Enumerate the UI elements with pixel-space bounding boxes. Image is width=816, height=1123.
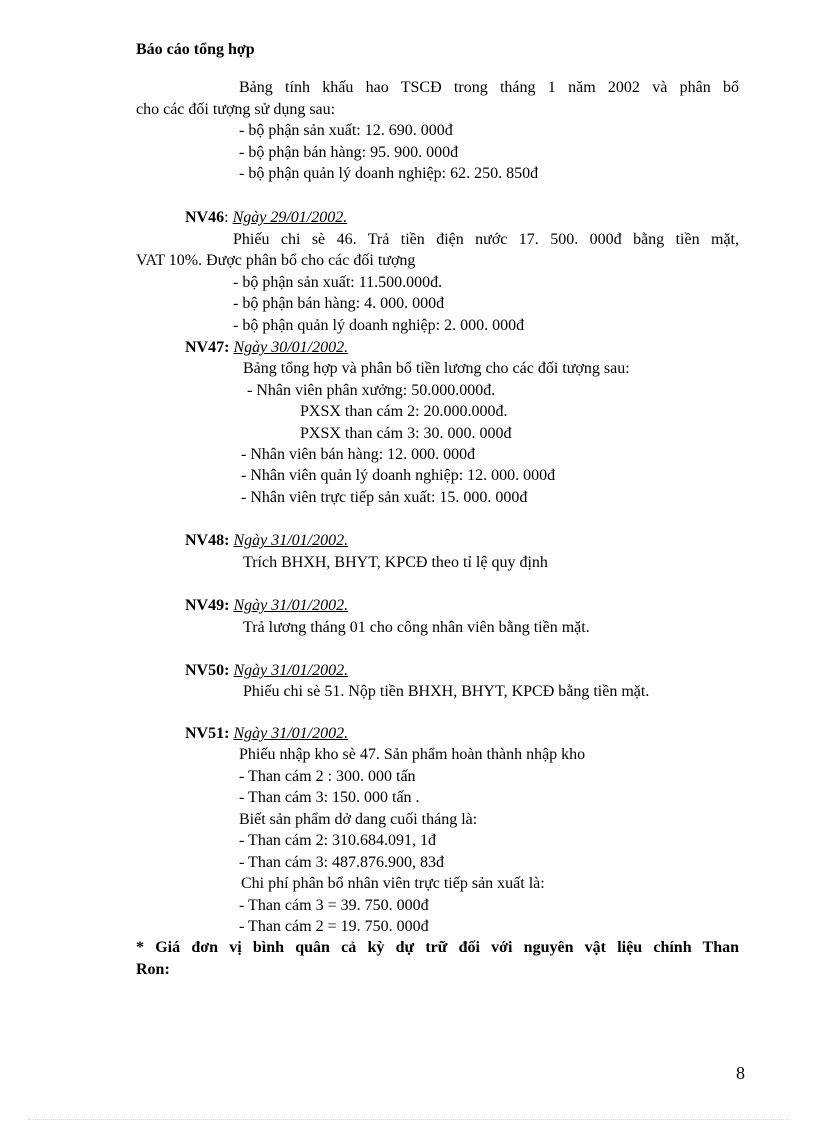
- nv49-heading: [185, 596, 348, 616]
- nv47-workshop: - Nhân viên phân xưởng: 50.000.000đ.: [247, 382, 496, 399]
- nv51-qty-cam-3: - Than cám 3: 150. 000 tấn .: [239, 789, 420, 806]
- nv46-code: NV46: [185, 209, 225, 226]
- nv47-direct-production: - Nhân viên trực tiếp sản xuất: 15. 000. 000đ: [241, 489, 528, 506]
- nv46-item-production: - bộ phận sản xuất: 11.500.000đ.: [233, 274, 443, 291]
- nv51-wip-cam-3: - Than cám 3: 487.876.900, 83đ: [239, 854, 445, 871]
- nv46-item-management: - bộ phận quản lý doanh nghiệp: 2. 000. 000đ: [233, 317, 525, 334]
- nv48-text: Trích BHXH, BHYT, KPCĐ theo tỉ lệ quy định: [243, 554, 548, 571]
- nv51-qty-cam-2: - Than cám 2 : 300. 000 tấn: [239, 768, 416, 785]
- nv47-pxsx-2: PXSX than cám 2: 20.000.000đ.: [300, 403, 508, 420]
- nv51-alloc-intro: Chi phí phân bổ nhân viên trực tiếp sản xuất là:: [241, 875, 545, 892]
- nv46-line-1: Phiếu chi sè 46. Trả tiền điện nước 17. 500. 000đ bằng tiền mặt,: [233, 231, 739, 248]
- nv47-management: - Nhân viên quản lý doanh nghiệp: 12. 000. 000đ: [241, 467, 556, 484]
- nv50-code: NV50:: [185, 662, 230, 679]
- depreciation-item-sales: - bộ phận bán hàng: 95. 900. 000đ: [239, 144, 459, 161]
- nv51-wip-cam-2: - Than cám 2: 310.684.091, 1đ: [239, 832, 437, 849]
- page-title: Báo cáo tổng hợp: [136, 41, 255, 58]
- nv51-wip-intro: Biết sản phẩm dở dang cuối tháng là:: [239, 811, 478, 828]
- nv47-pxsx-3: PXSX than cám 3: 30. 000. 000đ: [300, 425, 512, 442]
- nv46-item-sales: - bộ phận bán hàng: 4. 000. 000đ: [233, 295, 445, 312]
- nv48-date: Ngày 31/01/2002.: [233, 532, 349, 549]
- nv51-heading: [185, 724, 348, 744]
- nv50-date: Ngày 31/01/2002.: [233, 662, 349, 679]
- nv46-line-2: VAT 10%. Được phân bổ cho các đối tượng: [136, 252, 416, 269]
- nv50-heading: [185, 661, 348, 681]
- nv48-heading: [185, 531, 348, 551]
- depreciation-line-1: Bảng tính khấu hao TSCĐ trong tháng 1 năm 2002 và phân bổ: [239, 79, 739, 96]
- depreciation-item-production: - bộ phận sản xuất: 12. 690. 000đ: [239, 122, 453, 139]
- nv47-date: Ngày 30/01/2002.: [233, 339, 349, 356]
- nv51-date: Ngày 31/01/2002.: [233, 725, 349, 742]
- nv51-receipt: Phiếu nhập kho sè 47. Sản phẩm hoàn thành nhập kho: [239, 746, 586, 763]
- nv47-intro: Bảng tổng hợp và phân bổ tiền lương cho các đối tượng sau:: [243, 360, 630, 377]
- nv46-date: Ngày 29/01/2002.: [232, 209, 348, 226]
- nv46-heading: [185, 208, 347, 228]
- nv51-alloc-cam-2: - Than cám 2 = 19. 750. 000đ: [239, 918, 429, 935]
- nv49-text: Trả lương tháng 01 cho công nhân viên bằng tiền mặt.: [243, 619, 590, 636]
- nv47-sales: - Nhân viên bán hàng: 12. 000. 000đ: [241, 446, 476, 463]
- nv47-heading: [185, 338, 348, 358]
- depreciation-line-2: cho các đối tượng sử dụng sau:: [136, 101, 336, 118]
- nv49-date: Ngày 31/01/2002.: [233, 597, 349, 614]
- footer-note-line-2: Ron:: [136, 961, 170, 978]
- footer-note-line-1: * Giá đơn vị bình quân cả kỳ dự trữ đối với nguyên vật liệu chính Than: [136, 939, 739, 956]
- nv47-code: NV47:: [185, 339, 230, 356]
- nv46-separator: :: [224, 209, 233, 226]
- nv51-alloc-cam-3: - Than cám 3 = 39. 750. 000đ: [239, 897, 429, 914]
- page-number: 8: [736, 1063, 745, 1083]
- page-bottom-divider: [28, 1119, 788, 1120]
- nv50-text: Phiếu chi sè 51. Nộp tiền BHXH, BHYT, KPCĐ bằng tiền mặt.: [243, 683, 650, 700]
- nv51-code: NV51:: [185, 725, 230, 742]
- depreciation-item-management: - bộ phận quản lý doanh nghiệp: 62. 250. 850đ: [239, 165, 539, 182]
- nv48-code: NV48:: [185, 532, 230, 549]
- nv49-code: NV49:: [185, 597, 230, 614]
